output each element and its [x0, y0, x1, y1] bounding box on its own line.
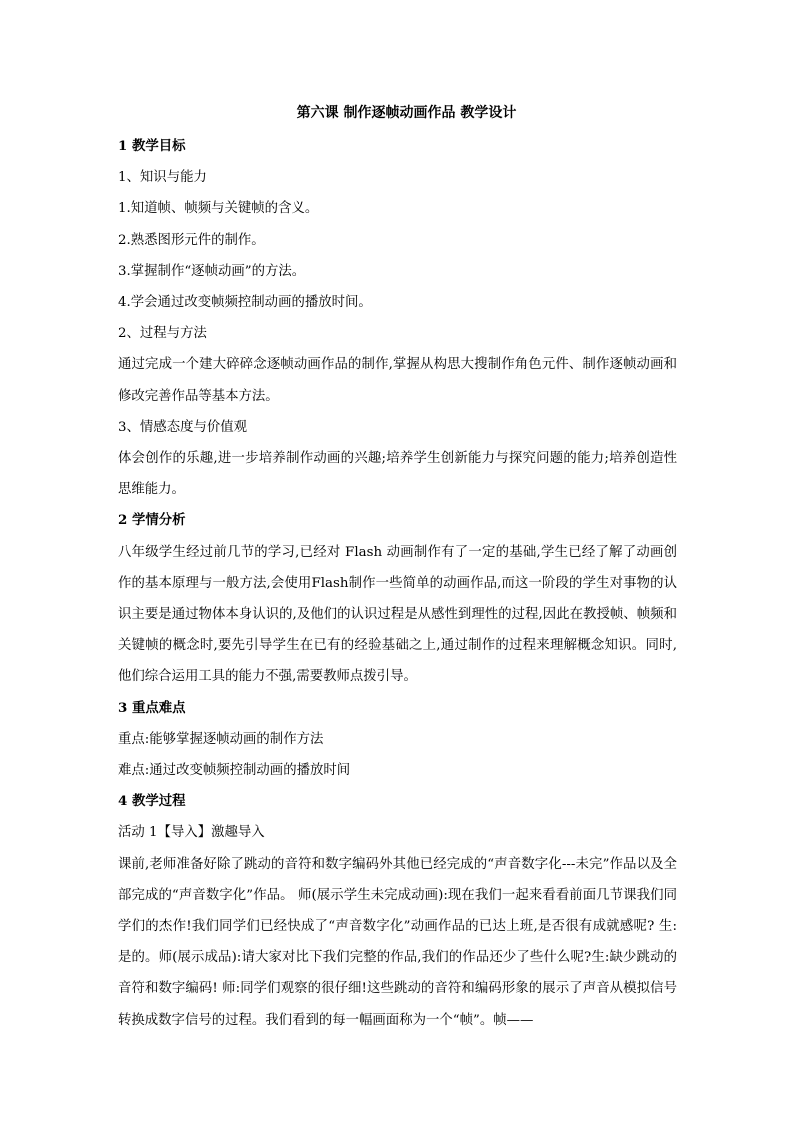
- section-heading-keypoints: 3 重点难点: [118, 699, 186, 716]
- activity-title: 活动 1【导入】激趣导入: [118, 825, 265, 841]
- paragraph-activity: 课前,老师准备好除了跳动的音符和数字编码外其他已经完成的“声音数字化---未完”作品以及全部完成的“声音数字化”作品。 师(展示学生未完成动画):现在我们一起来看看前面几节课我们同学们的杰作!我们同学们已经快成了“声音数字化”动画作品的已达上班,是否很有成就感呢? 生:是的。师(展示成品):请大家对比下我们完整的作品,我们的作品还少了些什么呢?生:缺少跳动的音符和数字编码! 师:同学们观察的很仔细!这些跳动的音符和编码形象的展示了声音从模拟信号转换成数字信号的过程。我们看到的每一幅画面称为一个“帧”。帧——: [118, 856, 677, 1028]
- goal-item-4: 4.学会通过改变帧频控制动画的播放时间。: [118, 295, 372, 311]
- section-heading-analysis: 2 学情分析: [118, 512, 186, 529]
- difficult-point: 难点:通过改变帧频控制动画的播放时间: [118, 763, 351, 779]
- paragraph-analysis: 八年级学生经过前几节的学习,已经对 Flash 动画制作有了一定的基础,学生已经了解了动画创作的基本原理与一般方法,会使用Flash制作一些简单的动画作品,而这一阶段的学生对事物的认识主要是通过物体本身认识的,及他们的认识过程是从感性到理性的过程,因此在教授帧、帧频和关键帧的概念时,要先引导学生在已有的经验基础之上,通过制作的过程来理解概念知识。同时,他们综合运用工具的能力不强,需要教师点拨引导。: [118, 544, 677, 685]
- goal-item-2: 2.熟悉图形元件的制作。: [118, 232, 265, 248]
- goal-item-1: 1.知道帧、帧频与关键帧的含义。: [118, 201, 319, 217]
- paragraph-process: 通过完成一个建大碎碎念逐帧动画作品的制作,掌握从构思大搜制作角色元件、制作逐帧动画和修改完善作品等基本方法。: [118, 357, 677, 404]
- document-title: 第六课 制作逐帧动画作品 教学设计: [296, 105, 517, 121]
- paragraph-attitude: 体会创作的乐趣,进一步培养制作动画的兴趣;培养学生创新能力与探究问题的能力;培养创造性思维能力。: [118, 451, 677, 498]
- section-heading-process: 4 教学过程: [118, 793, 186, 810]
- subheading-knowledge: 1、知识与能力: [118, 170, 207, 186]
- subheading-process: 2、过程与方法: [118, 326, 207, 342]
- section-heading-goals: 1 教学目标: [118, 138, 186, 154]
- key-point: 重点:能够掌握逐帧动画的制作方法: [118, 731, 324, 747]
- subheading-attitude: 3、情感态度与价值观: [118, 419, 248, 435]
- document-page: [118, 101, 677, 1036]
- goal-item-3: 3.掌握制作“逐帧动画”的方法。: [118, 263, 306, 279]
